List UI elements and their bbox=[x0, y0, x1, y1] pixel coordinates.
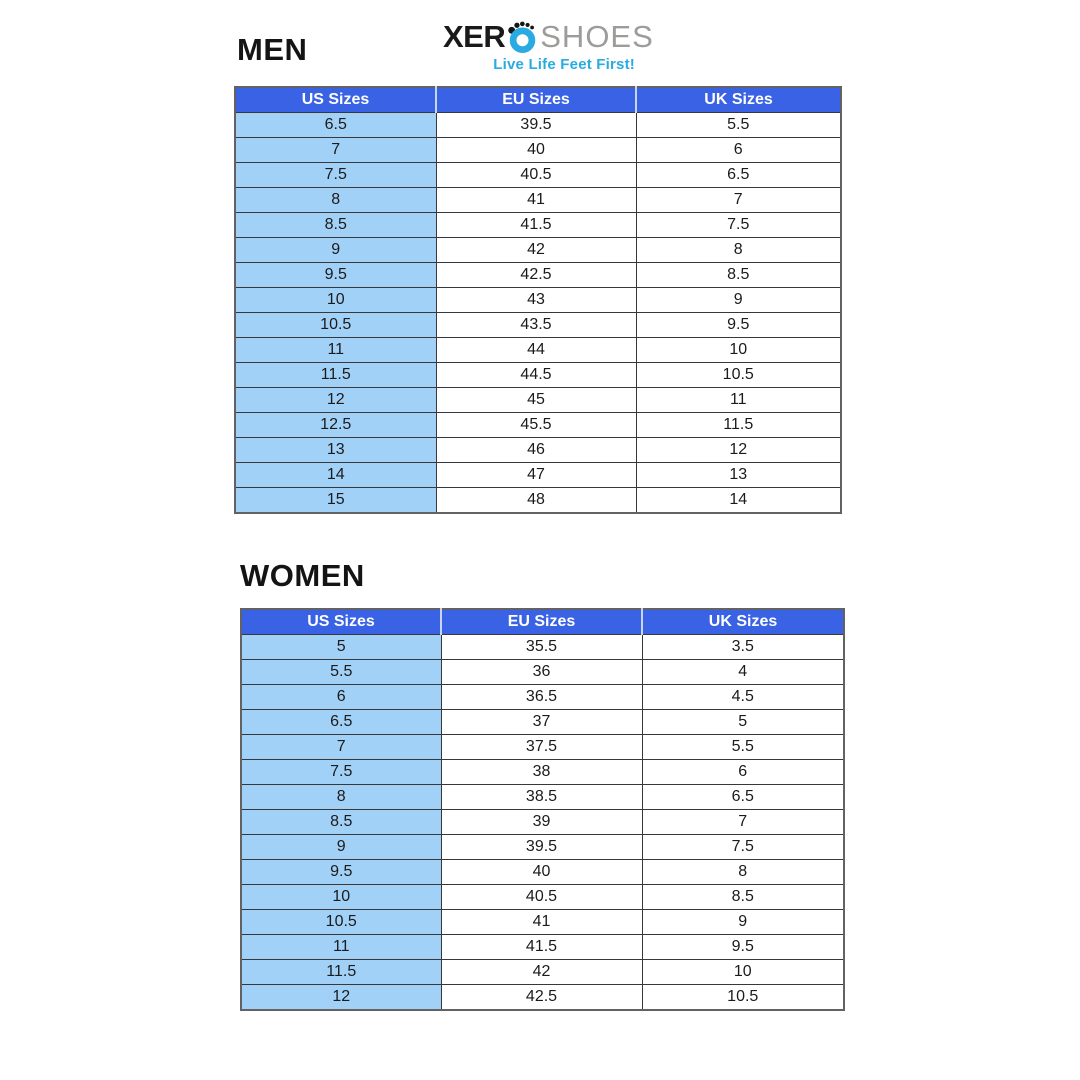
uk-size-cell: 6.5 bbox=[636, 163, 841, 188]
size-row bbox=[241, 635, 844, 660]
us-size-cell: 8 bbox=[241, 785, 441, 810]
eu-size-cell: 36 bbox=[441, 660, 642, 685]
eu-size-cell: 38 bbox=[441, 760, 642, 785]
logo-text-shoes: SHOES bbox=[540, 19, 654, 54]
us-size-cell: 8.5 bbox=[241, 810, 441, 835]
uk-size-cell: 8 bbox=[642, 860, 844, 885]
us-size-cell: 11 bbox=[235, 338, 436, 363]
us-size-cell: 7.5 bbox=[241, 760, 441, 785]
size-row bbox=[235, 263, 841, 288]
uk-size-cell: 5.5 bbox=[642, 735, 844, 760]
eu-size-cell: 41.5 bbox=[436, 213, 636, 238]
logo-text-xer: XER bbox=[443, 19, 506, 54]
uk-size-cell: 10 bbox=[642, 960, 844, 985]
us-size-cell: 5.5 bbox=[241, 660, 441, 685]
uk-size-cell: 7 bbox=[642, 810, 844, 835]
eu-size-cell: 44 bbox=[436, 338, 636, 363]
size-row bbox=[241, 860, 844, 885]
us-size-cell: 10 bbox=[235, 288, 436, 313]
size-row bbox=[235, 463, 841, 488]
us-size-cell: 9.5 bbox=[241, 860, 441, 885]
uk-size-cell: 7 bbox=[636, 188, 841, 213]
size-row bbox=[235, 438, 841, 463]
eu-size-cell: 39.5 bbox=[436, 113, 636, 138]
women-header-row bbox=[241, 609, 844, 635]
foot-o-icon bbox=[506, 17, 539, 53]
uk-size-cell: 10.5 bbox=[636, 363, 841, 388]
uk-size-cell: 8 bbox=[636, 238, 841, 263]
men-section-title: MEN bbox=[237, 32, 308, 67]
size-row bbox=[235, 288, 841, 313]
us-size-cell: 7.5 bbox=[235, 163, 436, 188]
eu-size-cell: 36.5 bbox=[441, 685, 642, 710]
eu-size-cell: 40.5 bbox=[441, 885, 642, 910]
uk-size-cell: 7.5 bbox=[636, 213, 841, 238]
eu-size-cell: 40 bbox=[436, 138, 636, 163]
size-row bbox=[235, 113, 841, 138]
uk-size-cell: 3.5 bbox=[642, 635, 844, 660]
size-row bbox=[235, 213, 841, 238]
uk-size-cell: 9.5 bbox=[636, 313, 841, 338]
us-size-cell: 5 bbox=[241, 635, 441, 660]
eu-size-cell: 35.5 bbox=[441, 635, 642, 660]
eu-size-cell: 42.5 bbox=[441, 985, 642, 1011]
size-row bbox=[241, 710, 844, 735]
size-row bbox=[241, 835, 844, 860]
eu-size-cell: 41 bbox=[436, 188, 636, 213]
us-size-cell: 14 bbox=[235, 463, 436, 488]
eu-size-cell: 38.5 bbox=[441, 785, 642, 810]
men-column-header-eu: EU Sizes bbox=[436, 87, 636, 113]
size-row bbox=[235, 488, 841, 514]
eu-size-cell: 41.5 bbox=[441, 935, 642, 960]
eu-size-cell: 43 bbox=[436, 288, 636, 313]
eu-size-cell: 42 bbox=[436, 238, 636, 263]
uk-size-cell: 5.5 bbox=[636, 113, 841, 138]
us-size-cell: 10.5 bbox=[235, 313, 436, 338]
us-size-cell: 11.5 bbox=[235, 363, 436, 388]
size-row bbox=[241, 735, 844, 760]
eu-size-cell: 39.5 bbox=[441, 835, 642, 860]
size-row bbox=[235, 338, 841, 363]
eu-size-cell: 48 bbox=[436, 488, 636, 514]
us-size-cell: 7 bbox=[241, 735, 441, 760]
eu-size-cell: 45.5 bbox=[436, 413, 636, 438]
eu-size-cell: 37 bbox=[441, 710, 642, 735]
us-size-cell: 9.5 bbox=[235, 263, 436, 288]
uk-size-cell: 11 bbox=[636, 388, 841, 413]
us-size-cell: 12 bbox=[235, 388, 436, 413]
uk-size-cell: 8.5 bbox=[642, 885, 844, 910]
eu-size-cell: 42 bbox=[441, 960, 642, 985]
men-column-header-us: US Sizes bbox=[235, 87, 436, 113]
us-size-cell: 12.5 bbox=[235, 413, 436, 438]
us-size-cell: 6 bbox=[241, 685, 441, 710]
us-size-cell: 15 bbox=[235, 488, 436, 514]
eu-size-cell: 41 bbox=[441, 910, 642, 935]
size-row bbox=[235, 313, 841, 338]
us-size-cell: 10 bbox=[241, 885, 441, 910]
uk-size-cell: 6.5 bbox=[642, 785, 844, 810]
eu-size-cell: 47 bbox=[436, 463, 636, 488]
uk-size-cell: 6 bbox=[636, 138, 841, 163]
eu-size-cell: 40 bbox=[441, 860, 642, 885]
uk-size-cell: 13 bbox=[636, 463, 841, 488]
uk-size-cell: 11.5 bbox=[636, 413, 841, 438]
size-row bbox=[241, 885, 844, 910]
size-row bbox=[235, 238, 841, 263]
eu-size-cell: 39 bbox=[441, 810, 642, 835]
eu-size-cell: 46 bbox=[436, 438, 636, 463]
men-size-table bbox=[234, 86, 842, 514]
us-size-cell: 7 bbox=[235, 138, 436, 163]
logo-tagline: Live Life Feet First! bbox=[493, 56, 635, 73]
uk-size-cell: 12 bbox=[636, 438, 841, 463]
size-row bbox=[241, 985, 844, 1011]
size-row bbox=[241, 810, 844, 835]
us-size-cell: 11.5 bbox=[241, 960, 441, 985]
size-row bbox=[241, 685, 844, 710]
us-size-cell: 12 bbox=[241, 985, 441, 1011]
women-size-table bbox=[240, 608, 845, 1011]
size-row bbox=[235, 188, 841, 213]
women-column-header-eu: EU Sizes bbox=[441, 609, 642, 635]
size-row bbox=[235, 363, 841, 388]
women-column-header-uk: UK Sizes bbox=[642, 609, 844, 635]
women-column-header-us: US Sizes bbox=[241, 609, 441, 635]
size-row bbox=[241, 760, 844, 785]
size-row bbox=[241, 960, 844, 985]
eu-size-cell: 43.5 bbox=[436, 313, 636, 338]
size-row bbox=[241, 785, 844, 810]
us-size-cell: 6.5 bbox=[241, 710, 441, 735]
uk-size-cell: 4 bbox=[642, 660, 844, 685]
eu-size-cell: 40.5 bbox=[436, 163, 636, 188]
men-column-header-uk: UK Sizes bbox=[636, 87, 841, 113]
men-header-row bbox=[235, 87, 841, 113]
uk-size-cell: 7.5 bbox=[642, 835, 844, 860]
uk-size-cell: 6 bbox=[642, 760, 844, 785]
us-size-cell: 9 bbox=[241, 835, 441, 860]
us-size-cell: 8.5 bbox=[235, 213, 436, 238]
size-row bbox=[241, 660, 844, 685]
size-row bbox=[235, 138, 841, 163]
uk-size-cell: 14 bbox=[636, 488, 841, 514]
uk-size-cell: 10 bbox=[636, 338, 841, 363]
uk-size-cell: 9.5 bbox=[642, 935, 844, 960]
uk-size-cell: 8.5 bbox=[636, 263, 841, 288]
eu-size-cell: 44.5 bbox=[436, 363, 636, 388]
size-row bbox=[241, 910, 844, 935]
eu-size-cell: 42.5 bbox=[436, 263, 636, 288]
uk-size-cell: 10.5 bbox=[642, 985, 844, 1011]
xero-shoes-logo bbox=[443, 12, 654, 73]
size-row bbox=[235, 413, 841, 438]
uk-size-cell: 9 bbox=[636, 288, 841, 313]
size-row bbox=[241, 935, 844, 960]
us-size-cell: 10.5 bbox=[241, 910, 441, 935]
us-size-cell: 13 bbox=[235, 438, 436, 463]
us-size-cell: 9 bbox=[235, 238, 436, 263]
size-row bbox=[235, 388, 841, 413]
eu-size-cell: 37.5 bbox=[441, 735, 642, 760]
uk-size-cell: 5 bbox=[642, 710, 844, 735]
logo-wordmark bbox=[443, 12, 654, 54]
us-size-cell: 11 bbox=[241, 935, 441, 960]
uk-size-cell: 4.5 bbox=[642, 685, 844, 710]
us-size-cell: 8 bbox=[235, 188, 436, 213]
us-size-cell: 6.5 bbox=[235, 113, 436, 138]
eu-size-cell: 45 bbox=[436, 388, 636, 413]
size-row bbox=[235, 163, 841, 188]
uk-size-cell: 9 bbox=[642, 910, 844, 935]
women-section-title: WOMEN bbox=[240, 558, 365, 593]
